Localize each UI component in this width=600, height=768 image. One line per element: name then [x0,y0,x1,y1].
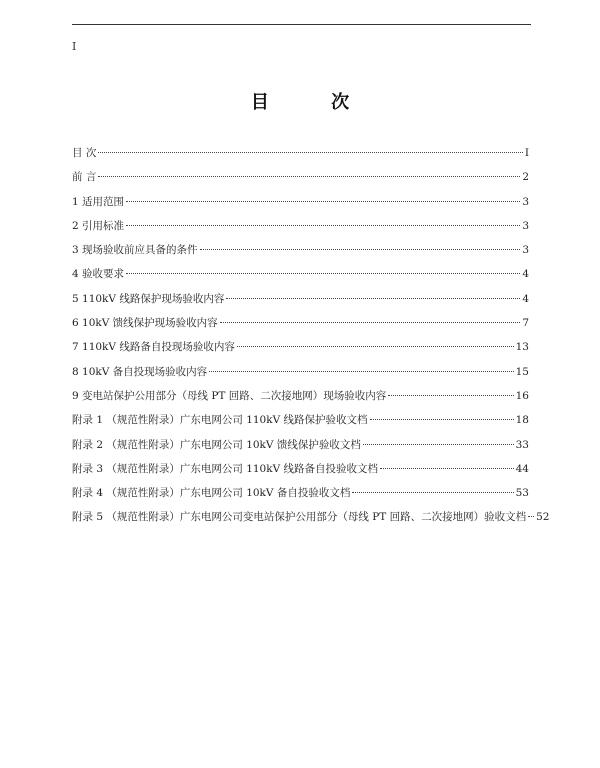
toc-entry-label: 8 10kV 备自投现场验收内容 [72,365,208,378]
dot-leader [126,201,520,202]
dot-leader [209,371,513,372]
toc-entry[interactable] [72,267,529,291]
toc-entry-page: 16 [515,389,529,402]
dot-leader [98,152,523,153]
toc-entry[interactable] [72,365,529,389]
toc-entry-label: 前 言 [72,171,97,184]
toc-entry-page: 53 [515,487,529,500]
dot-leader [226,298,520,299]
toc-entry-page: 4 [522,268,529,281]
toc-entry-page: 18 [515,414,529,427]
toc-entry[interactable] [72,316,529,340]
toc-entry-label: 附录 4 （规范性附录）广东电网公司 10kV 备自投验收文档 [72,487,351,500]
table-of-contents [72,146,550,535]
toc-entry-page: 52 [536,511,550,524]
dot-leader [528,516,534,517]
toc-entry-page: 15 [515,365,529,378]
toc-entry[interactable] [72,219,529,243]
toc-entry-label: 附录 3 （规范性附录）广东电网公司 110kV 线路备自投验收文档 [72,462,379,475]
toc-entry-label: 7 110kV 线路备自投现场验收内容 [72,341,235,354]
toc-entry-label: 4 验收要求 [72,268,125,281]
toc-entry-page: 13 [515,341,529,354]
dot-leader [352,492,513,493]
dot-leader [370,419,514,420]
toc-entry-label: 附录 2 （规范性附录）广东电网公司 10kV 馈线保护验收文档 [72,438,361,451]
toc-entry[interactable] [72,389,529,413]
toc-entry-page: 7 [522,317,529,330]
toc-entry-page: 44 [515,462,529,475]
dot-leader [98,176,520,177]
toc-entry[interactable] [72,292,529,316]
dot-leader [126,225,520,226]
page-number: I [72,40,77,53]
toc-entry-page: 3 [522,195,529,208]
toc-entry-label: 5 110kV 线路保护现场验收内容 [72,292,225,305]
toc-entry[interactable] [72,195,529,219]
toc-entry[interactable] [72,243,529,267]
toc-entry-label: 3 现场验收前应具备的条件 [72,244,198,257]
dot-leader [200,249,521,250]
toc-entry-page: 3 [522,244,529,257]
toc-entry[interactable] [72,340,529,364]
dot-leader [363,444,514,445]
toc-entry-label: 2 引用标准 [72,219,125,232]
dot-leader [237,346,514,347]
toc-entry-page: 33 [515,438,529,451]
toc-entry-label: 附录 1 （规范性附录）广东电网公司 110kV 线路保护验收文档 [72,414,368,427]
toc-entry-page: 3 [522,219,529,232]
dot-leader [380,468,514,469]
toc-entry-page: 2 [522,171,529,184]
toc-entry[interactable] [72,170,529,194]
dot-leader [126,273,520,274]
header-rule [72,24,531,25]
toc-entry-page: I [524,147,529,159]
toc-entry-label: 目 次 [72,147,97,159]
toc-entry[interactable] [72,462,529,486]
dot-leader [220,322,521,323]
toc-entry-page: 4 [522,292,529,305]
toc-entry-label: 6 10kV 馈线保护现场验收内容 [72,317,218,330]
toc-entry[interactable] [72,486,529,510]
toc-entry-label: 附录 5 （规范性附录）广东电网公司变电站保护公用部分（母线 PT 回路、二次接地网）验收文档 [72,511,527,524]
toc-title: 目 次 [250,92,378,113]
toc-entry[interactable] [72,146,529,170]
dot-leader [388,395,513,396]
toc-entry[interactable] [72,413,529,437]
toc-entry-label: 9 变电站保护公用部分（母线 PT 回路、二次接地网）现场验收内容 [72,389,387,402]
toc-entry[interactable] [72,438,529,462]
toc-entry-label: 1 适用范围 [72,195,125,208]
toc-entry[interactable] [72,510,550,534]
